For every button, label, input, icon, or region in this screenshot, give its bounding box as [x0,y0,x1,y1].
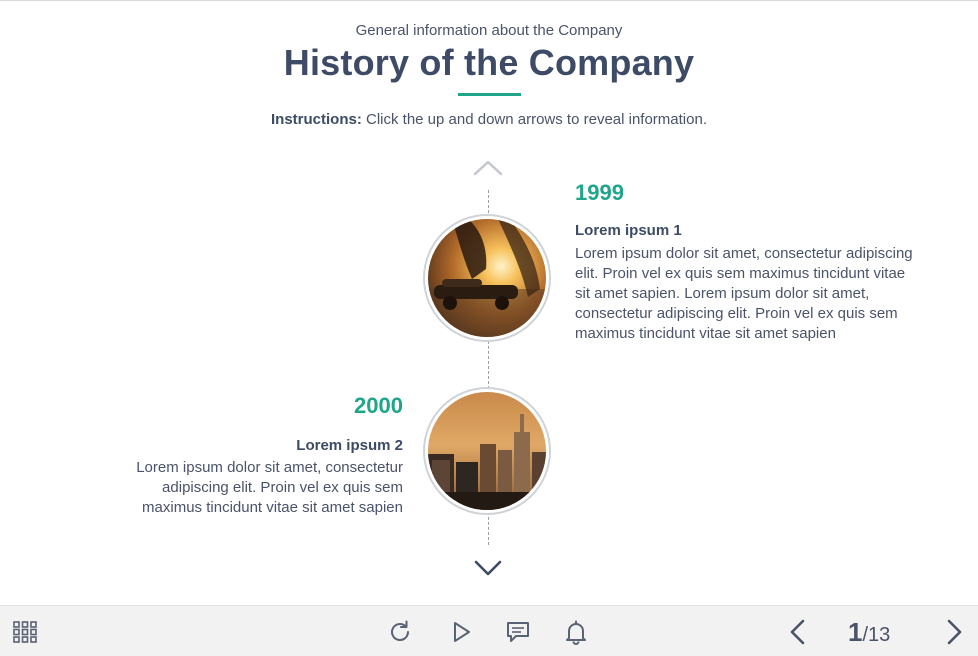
skateboard-sunset-image [428,219,546,337]
next-slide-button[interactable] [940,616,968,648]
instructions-label: Instructions: [270,111,362,128]
instructions [0,111,978,128]
chevron-left-icon [788,617,808,647]
instructions-text: Click the up and down arrows to reveal information. [361,111,707,128]
timeline-down-arrow-button[interactable] [472,556,504,580]
timeline-year-1999: 1999 [575,180,624,205]
page-total: /13 [862,624,891,646]
replay-button[interactable] [386,618,414,646]
page-current: 1 [848,617,863,647]
timeline-entry-heading-1: Lorem ipsum 1 [575,222,682,239]
city-skyline-image [428,392,546,510]
captions-button[interactable] [504,618,532,646]
page-subtitle: General information about the Company [355,22,623,39]
grid-menu-icon [12,620,38,644]
replay-icon [387,619,413,645]
page-title: History of the Company [283,42,695,83]
chevron-right-icon [944,617,964,647]
timeline-entry-heading-2: Lorem ipsum 2 [296,437,403,454]
comment-icon [505,620,531,644]
timeline-entry-body-1: Lorem ipsum dolor sit amet, consectetur adipiscing elit. Proin vel ex quis sem maximus tincidunt vitae sit amet sapien. Lorem ipsum dolor sit amet, consectetur adipiscing elit. Proin vel ex quis sem maximus tincidunt vitae sit amet sapien [575,245,913,342]
timeline-entry-body-2: Lorem ipsum dolor sit amet, consectetur adipiscing elit. Proin vel ex quis sem maximus tincidunt vitae sit amet sapien [136,459,403,516]
chevron-up-icon [472,156,504,180]
timeline-up-arrow-button[interactable] [472,156,504,180]
play-icon [449,620,473,644]
notifications-button[interactable] [562,618,590,646]
chevron-down-icon [472,556,504,580]
frame-border [0,0,978,1]
timeline-photo-2000 [423,387,551,515]
bell-icon [563,619,589,645]
page-counter [848,616,928,648]
player-toolbar [0,605,978,656]
play-button[interactable] [447,618,475,646]
timeline-photo-1999 [423,214,551,342]
timeline-year-2000: 2000 [354,393,403,418]
previous-slide-button[interactable] [784,616,812,648]
menu-button[interactable] [10,618,40,646]
title-underline [458,93,521,96]
